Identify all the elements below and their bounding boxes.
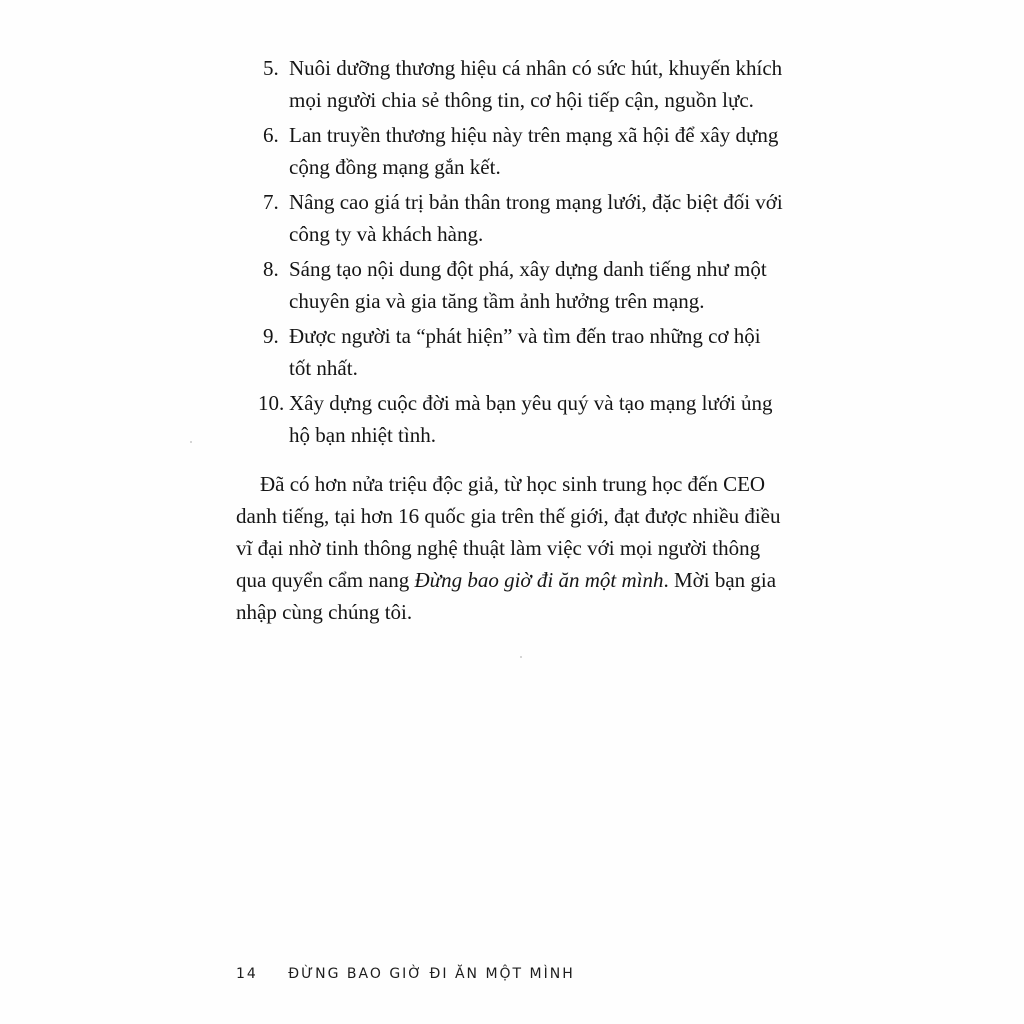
- list-item-text-line: mọi người chia sẻ thông tin, cơ hội tiếp cận, nguồn lực.: [289, 88, 754, 112]
- list-item-text-line: Nâng cao giá trị bản thân trong mạng lưới, đặc biệt đối với: [289, 190, 783, 214]
- list-item-number: 8.: [263, 257, 279, 281]
- list-item-9: [258, 320, 828, 384]
- paragraph-text: qua quyển cẩm nang: [236, 568, 415, 592]
- list-item-text-line: hộ bạn nhiệt tình.: [289, 423, 436, 447]
- running-title: ĐỪNG BAO GIỜ ĐI ĂN MỘT MÌNH: [288, 966, 575, 982]
- paragraph-line: [236, 564, 826, 596]
- paragraph-line: danh tiếng, tại hơn 16 quốc gia trên thế giới, đạt được nhiều điều: [236, 504, 781, 528]
- list-item-text-line: cộng đồng mạng gắn kết.: [289, 155, 501, 179]
- list-item-text-line: Sáng tạo nội dung đột phá, xây dựng danh tiếng như một: [289, 257, 767, 281]
- list-item-text-line: Nuôi dưỡng thương hiệu cá nhân có sức hút, khuyến khích: [289, 56, 783, 80]
- paper-speck: [190, 441, 192, 443]
- paragraph-text: . Mời bạn gia: [663, 568, 777, 592]
- list-item-text-line: Lan truyền thương hiệu này trên mạng xã hội để xây dựng: [289, 123, 779, 147]
- list-item-text-line: Được người ta “phát hiện” và tìm đến trao những cơ hội: [289, 324, 761, 348]
- paragraph-line: vĩ đại nhờ tinh thông nghệ thuật làm việc với mọi người thông: [236, 536, 761, 560]
- list-item-text-line: chuyên gia và gia tăng tầm ảnh hưởng trên mạng.: [289, 289, 705, 313]
- paragraph-line: nhập cùng chúng tôi.: [236, 600, 413, 624]
- numbered-list: [258, 52, 828, 454]
- list-item-5: [258, 52, 828, 116]
- closing-paragraph: [236, 468, 826, 628]
- list-item-8: [258, 253, 828, 317]
- list-item-number: 10.: [258, 391, 285, 415]
- paragraph-line: Đã có hơn nửa triệu độc giả, từ học sinh trung học đến CEO: [260, 472, 766, 496]
- book-title: Đừng bao giờ đi ăn một mình: [414, 568, 664, 592]
- list-item-6: [258, 119, 828, 183]
- list-item-7: [258, 186, 828, 250]
- list-item-number: 9.: [263, 324, 279, 348]
- list-item-10: [258, 387, 828, 451]
- list-item-number: 7.: [263, 190, 279, 214]
- list-item-number: 6.: [263, 123, 279, 147]
- page-number: 14: [236, 966, 258, 982]
- paper-speck: [520, 656, 522, 658]
- list-item-number: 5.: [263, 56, 279, 80]
- list-item-text-line: Xây dựng cuộc đời mà bạn yêu quý và tạo mạng lưới ủng: [289, 391, 773, 415]
- list-item-text-line: công ty và khách hàng.: [289, 222, 484, 246]
- list-item-text-line: tốt nhất.: [289, 356, 358, 380]
- page-footer: [236, 966, 575, 982]
